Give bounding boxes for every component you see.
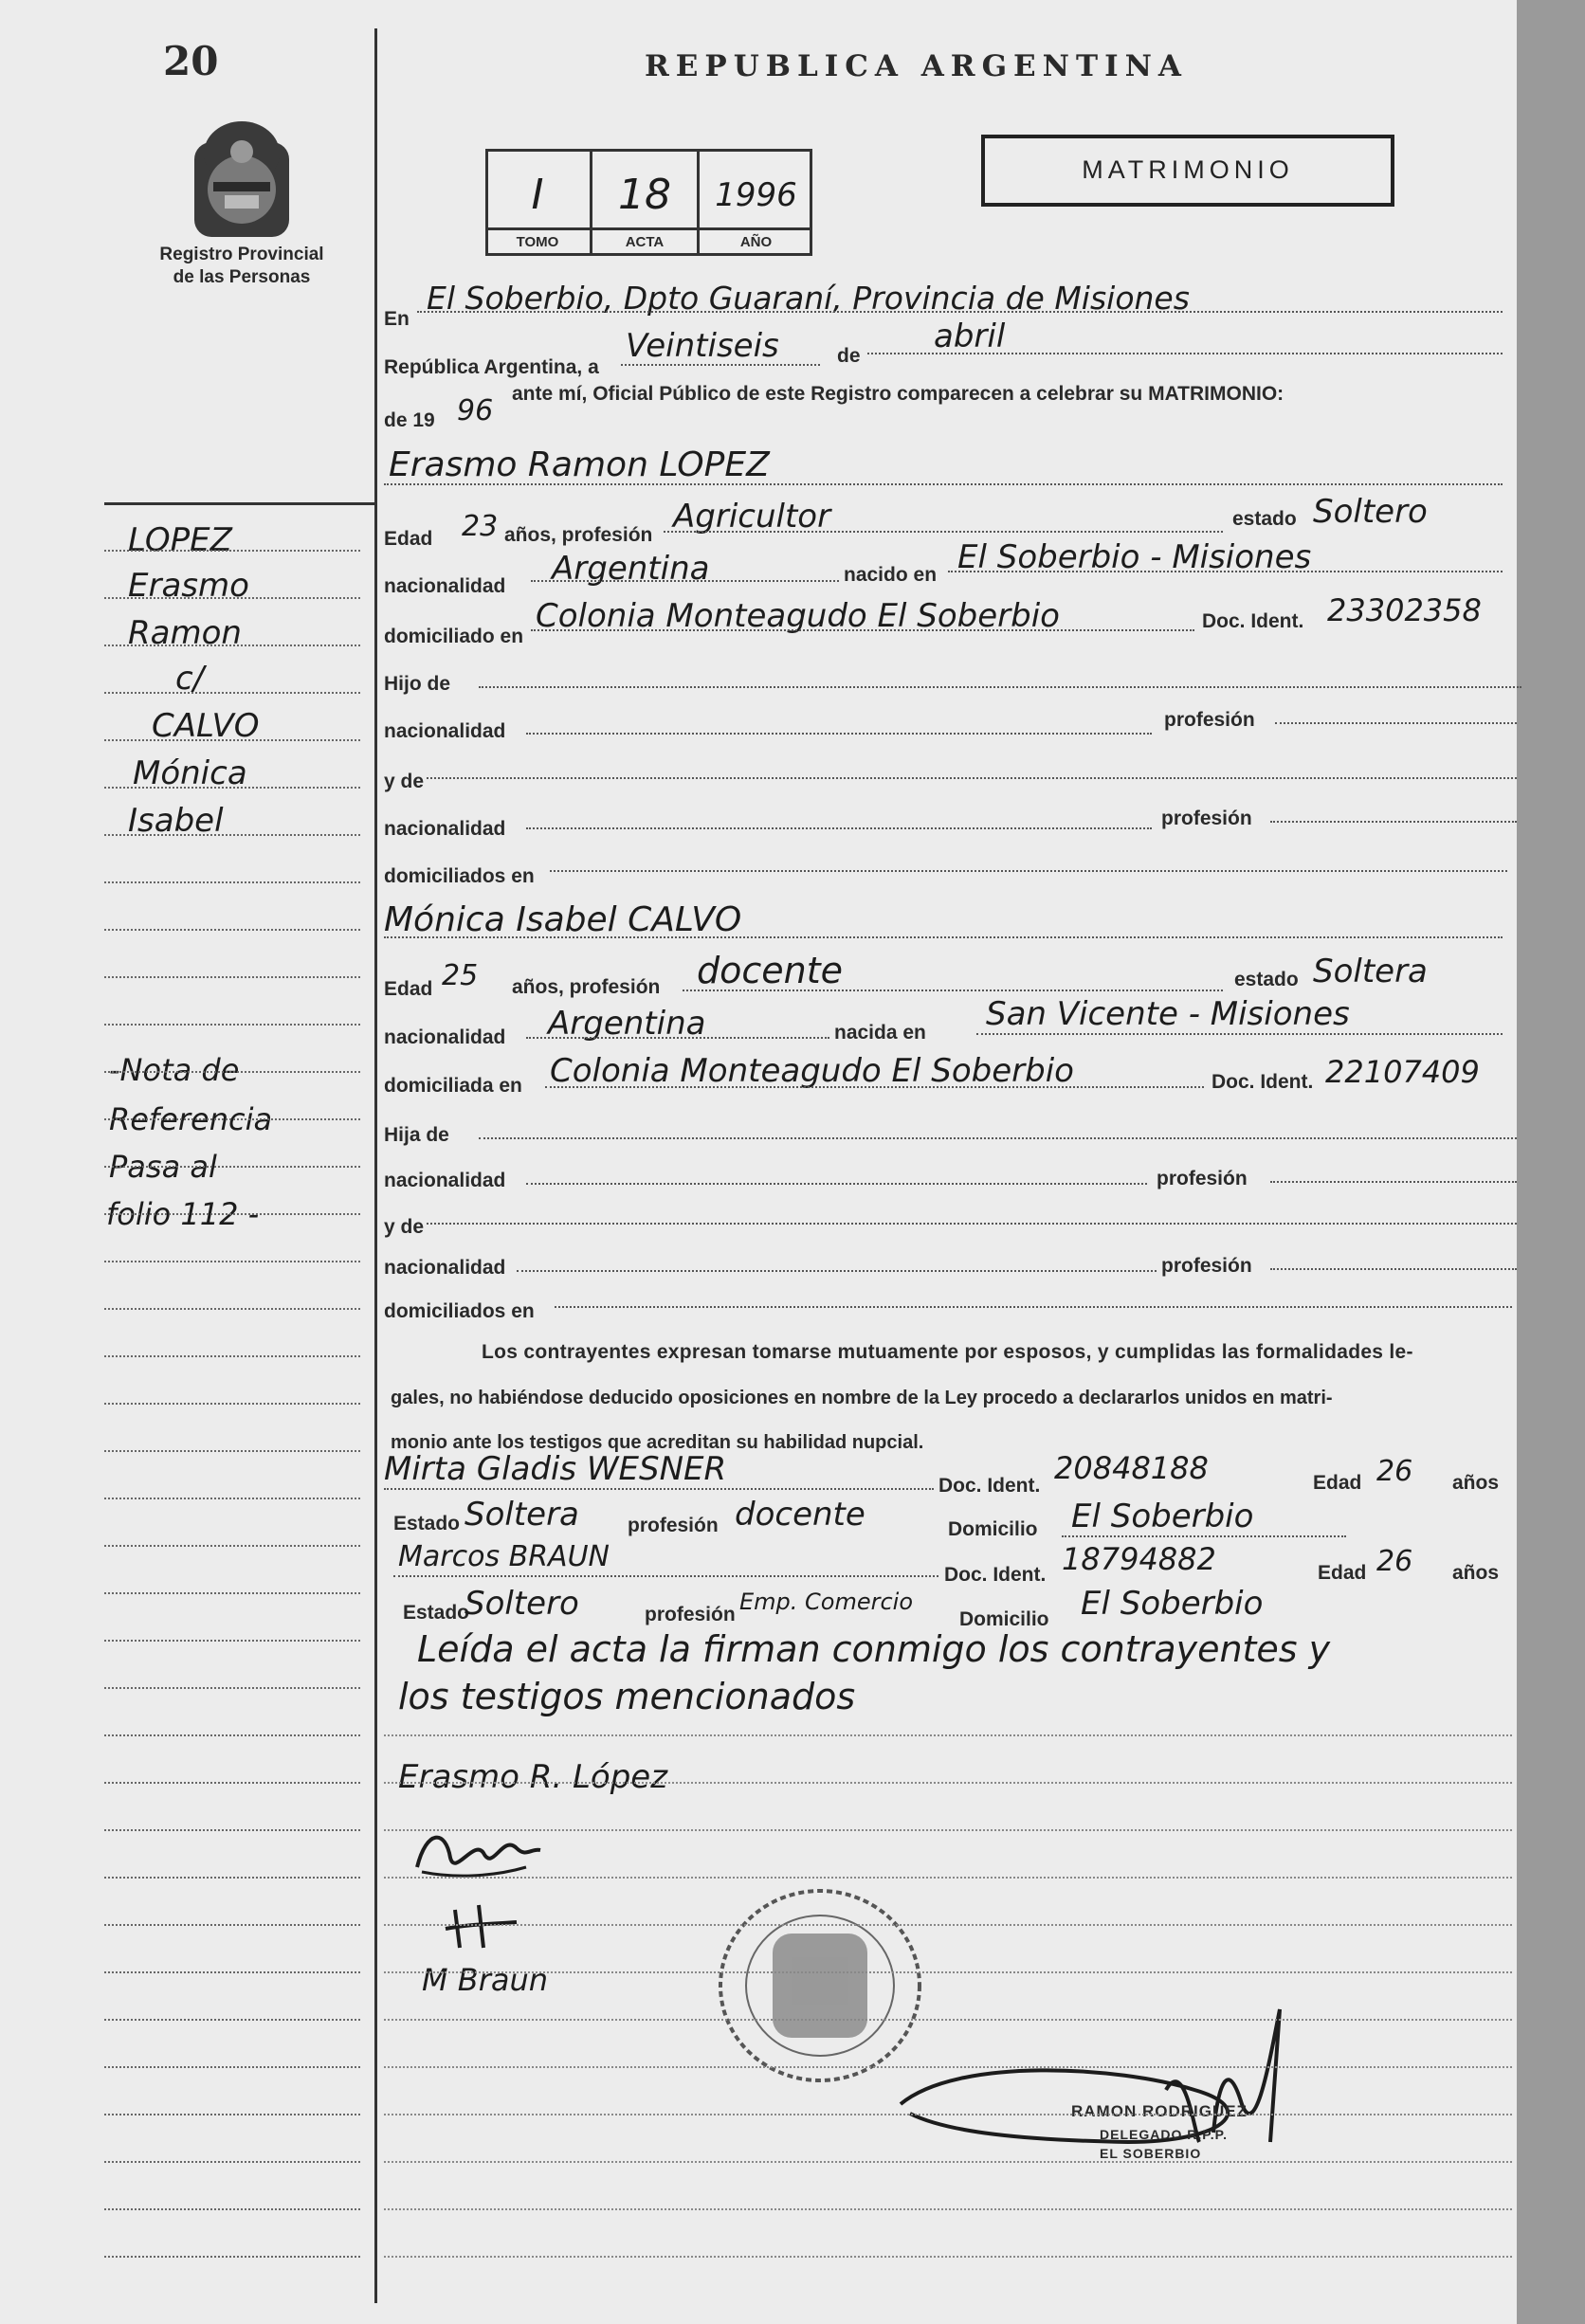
body-ruled-line <box>384 1829 1512 1831</box>
margin-ruled-line <box>104 1592 360 1594</box>
witness1-anos-label: años <box>1452 1472 1500 1494</box>
bride-birthplace-line <box>976 1033 1503 1035</box>
groom-estado-label: estado <box>1232 508 1297 530</box>
bride-mother-prof-line <box>1270 1268 1517 1270</box>
margin-ruled-line <box>104 1403 360 1405</box>
place-line <box>417 311 1503 313</box>
place-field: El Soberbio, Dpto Guaraní, Provincia de Misiones <box>427 280 1190 317</box>
groom-profession: Agricultor <box>673 498 831 536</box>
witness2-name-line <box>393 1575 938 1577</box>
bride-birthplace: San Vicente - Misiones <box>986 995 1350 1033</box>
bride-mother-nat-line <box>517 1270 1157 1272</box>
year-suffix: 96 <box>457 394 494 427</box>
bride-nac2-label: nacionalidad <box>384 1170 506 1191</box>
de19-label: de 19 <box>384 409 435 431</box>
witness2-profession: Emp. Comercio <box>739 1589 914 1615</box>
registry-name-line1: Registro Provincial <box>159 245 324 264</box>
margin-ruled-line <box>104 2161 360 2163</box>
margin-name-bride-1: Mónica <box>133 754 247 792</box>
bride-age: 25 <box>442 959 479 992</box>
father-nat-line <box>526 733 1152 735</box>
body-ruled-line <box>384 2114 1512 2115</box>
bride-parents-address-line <box>555 1306 1512 1308</box>
acta-label: ACTA <box>625 234 665 250</box>
witness2-name: Marcos BRAUN <box>398 1540 610 1573</box>
margin-ruled-line <box>104 1687 360 1689</box>
tomo-label: TOMO <box>516 234 559 250</box>
bride-nac3-label: nacionalidad <box>384 1257 506 1279</box>
witness2-domicilio-label: Domicilio <box>959 1608 1049 1630</box>
mother-line <box>427 777 1517 779</box>
margin-con: c/ <box>175 660 205 698</box>
book-edge <box>1517 0 1585 2324</box>
bride-name-line <box>384 936 1503 938</box>
bride-father-nat-line <box>526 1183 1147 1185</box>
witness2-status: Soltero <box>465 1585 579 1623</box>
margin-name-groom-2: Ramon <box>128 614 242 652</box>
coat-of-arms-icon <box>175 114 308 242</box>
margin-ruled-line <box>104 2256 360 2258</box>
bride-nationality-line <box>526 1037 829 1039</box>
groom-address-line <box>531 629 1194 631</box>
groom-name: Erasmo Ramon LOPEZ <box>389 445 770 484</box>
margin-note-line3: Pasa al <box>109 1149 217 1185</box>
en-label: En <box>384 308 410 330</box>
witness1-profesion-label: profesión <box>628 1515 719 1536</box>
groom-nacionalidad-label: nacionalidad <box>384 575 506 597</box>
margin-ruled-line <box>104 2066 360 2068</box>
margin-ruled-line <box>104 1024 360 1026</box>
bride-estado-label: estado <box>1234 969 1299 990</box>
groom-birthplace-line <box>948 571 1503 572</box>
groom-name-line <box>384 483 1503 485</box>
bride-profesion-label: años, profesión <box>512 976 661 998</box>
margin-surname-groom: LOPEZ <box>128 521 232 559</box>
box-divider <box>485 227 812 230</box>
bride-status: Soltera <box>1313 953 1428 990</box>
margin-ruled-line <box>104 1498 360 1499</box>
parents-address-line <box>550 870 1507 872</box>
margin-ruled-line <box>104 834 360 836</box>
margin-ruled-line <box>104 1545 360 1547</box>
ante-label: ante mí, Oficial Público de este Registro comparecen a celebrar su MATRIMONIO: <box>512 383 1284 405</box>
tomo-value: I <box>531 171 544 219</box>
mother-nat-line <box>526 827 1152 829</box>
republica-label: República Argentina, a <box>384 356 599 378</box>
margin-ruled-line <box>104 2019 360 2021</box>
margin-ruled-line <box>104 1166 360 1168</box>
witness1-domicilio-label: Domicilio <box>948 1518 1038 1540</box>
witness2-profesion-label: profesión <box>645 1604 736 1625</box>
margin-ruled-line <box>104 1071 360 1073</box>
bride-profesion2-label: profesión <box>1157 1168 1248 1189</box>
bride-profesion3-label: profesión <box>1161 1255 1252 1277</box>
declaration-line2: gales, no habiéndose deducido oposiciones en nombre de la Ley procedo a declararlos unidos en matri- <box>391 1388 1333 1408</box>
record-type-title: MATRIMONIO <box>1082 155 1294 184</box>
body-ruled-line <box>384 2066 1512 2068</box>
groom-profesion2-label: profesión <box>1164 709 1255 731</box>
groom-profesion-label: años, profesión <box>504 524 653 546</box>
witness1-signature-icon <box>441 1896 526 1962</box>
margin-ruled-line <box>104 2208 360 2210</box>
margin-ruled-line <box>104 739 360 741</box>
bride-father-prof-line <box>1270 1181 1517 1183</box>
margin-ruled-line <box>104 692 360 694</box>
witness1-profession: docente <box>735 1496 865 1534</box>
body-ruled-line <box>384 2256 1512 2258</box>
margin-name-bride-2: Isabel <box>128 802 224 840</box>
witness2-address: El Soberbio <box>1081 1585 1264 1623</box>
witness1-name-line <box>384 1488 934 1490</box>
witness2-signature: M Braun <box>422 1962 549 1998</box>
father-line <box>479 686 1521 688</box>
declaration-line3: monio ante los testigos que acreditan su habilidad nupcial. <box>391 1432 924 1453</box>
groom-doc: 23302358 <box>1327 592 1482 628</box>
declaration-line1: Los contrayentes expresan tomarse mutuamente por esposos, y cumplidas las formalidades le- <box>482 1341 1413 1363</box>
margin-ruled-line <box>104 597 360 599</box>
bride-nacionalidad-label: nacionalidad <box>384 1026 506 1048</box>
groom-nacido-label: nacido en <box>844 564 938 586</box>
bride-yde-label: y de <box>384 1216 425 1238</box>
groom-status: Soltero <box>1313 493 1428 531</box>
official-name: RAMON RODRIGUEZ <box>1071 2102 1248 2120</box>
page-number: 20 <box>163 38 219 84</box>
witness2-age: 26 <box>1376 1545 1413 1578</box>
bride-father-line <box>479 1137 1517 1139</box>
ano-value: 1996 <box>715 176 797 214</box>
groom-domiciliados-label: domiciliados en <box>384 865 535 887</box>
month-line <box>867 353 1503 354</box>
margin-ruled-line <box>104 645 360 646</box>
witness1-doc-label: Doc. Ident. <box>938 1475 1041 1497</box>
bride-profession: docente <box>697 950 844 991</box>
groom-hijo-label: Hijo de <box>384 673 451 695</box>
groom-signature: Erasmo R. López <box>398 1758 668 1796</box>
margin-ruled-line <box>104 1308 360 1310</box>
margin-ruled-line <box>104 787 360 789</box>
witness1-estado-label: Estado <box>393 1513 461 1534</box>
margin-ruled-line <box>104 929 360 931</box>
witness2-edad-label: Edad <box>1318 1562 1367 1584</box>
margin-ruled-line <box>104 1877 360 1879</box>
margin-ruled-line <box>104 1118 360 1120</box>
official-place: EL SOBERBIO <box>1100 2146 1202 2161</box>
groom-domicilio-label: domiciliado en <box>384 626 524 647</box>
margin-ruled-line <box>104 1640 360 1642</box>
groom-nationality: Argentina <box>552 550 710 588</box>
closing-line2: los testigos mencionados <box>398 1676 856 1717</box>
witness2-estado-label: Estado <box>403 1602 470 1624</box>
groom-edad-label: Edad <box>384 528 433 550</box>
bride-name: Mónica Isabel CALVO <box>384 900 742 939</box>
margin-ruled-line <box>104 1450 360 1452</box>
bride-mother-line <box>427 1223 1517 1225</box>
groom-nac3-label: nacionalidad <box>384 818 506 840</box>
bride-edad-label: Edad <box>384 978 433 1000</box>
groom-yde-label: y de <box>384 771 425 792</box>
witness2-anos-label: años <box>1452 1562 1500 1584</box>
body-ruled-line <box>384 2019 1512 2021</box>
groom-profesion3-label: profesión <box>1161 808 1252 829</box>
margin-divider <box>374 28 377 2303</box>
margin-ruled-line <box>104 2114 360 2115</box>
margin-note-line4: folio 112 - <box>106 1196 260 1232</box>
de-label: de <box>837 345 861 367</box>
bride-doc: 22107409 <box>1325 1054 1480 1090</box>
margin-ruled-line <box>104 550 360 552</box>
body-ruled-line <box>384 1924 1512 1926</box>
bride-profession-line <box>683 990 1223 991</box>
month-field: abril <box>934 318 1006 355</box>
bride-domicilio-label: domiciliada en <box>384 1075 522 1097</box>
witness1-address: El Soberbio <box>1071 1498 1254 1535</box>
margin-ruled-line <box>104 1782 360 1784</box>
margin-rule <box>104 502 374 505</box>
witness1-age: 26 <box>1376 1455 1413 1488</box>
official-title: DELEGADO R.P.P. <box>1100 2127 1229 2142</box>
witness2-doc: 18794882 <box>1062 1541 1216 1577</box>
margin-ruled-line <box>104 1924 360 1926</box>
margin-ruled-line <box>104 1355 360 1357</box>
witness2-doc-label: Doc. Ident. <box>944 1564 1047 1586</box>
closing-line1: Leída el acta la firman conmigo los contrayentes y <box>417 1628 1331 1670</box>
bride-address: Colonia Monteagudo El Soberbio <box>550 1052 1074 1090</box>
margin-ruled-line <box>104 1734 360 1736</box>
bride-hija-label: Hija de <box>384 1124 449 1146</box>
groom-address: Colonia Monteagudo El Soberbio <box>536 597 1060 635</box>
groom-doc-label: Doc. Ident. <box>1202 610 1304 632</box>
witness1-status: Soltera <box>465 1496 579 1534</box>
margin-surname-bride: CALVO <box>152 707 260 745</box>
body-ruled-line <box>384 1734 1512 1736</box>
margin-note-line1: -Nota de <box>109 1052 240 1088</box>
ano-label: AÑO <box>739 234 773 250</box>
margin-ruled-line <box>104 1213 360 1215</box>
margin-ruled-line <box>104 1829 360 1831</box>
body-ruled-line <box>384 1971 1512 1973</box>
bride-nationality: Argentina <box>548 1005 706 1043</box>
bride-domiciliados-label: domiciliados en <box>384 1300 535 1322</box>
groom-profession-line <box>664 531 1223 533</box>
groom-nac2-label: nacionalidad <box>384 720 506 742</box>
bride-address-line <box>545 1086 1204 1088</box>
margin-ruled-line <box>104 1261 360 1262</box>
day-line <box>621 364 820 366</box>
margin-ruled-line <box>104 881 360 883</box>
mother-prof-line <box>1270 821 1517 823</box>
groom-birthplace: El Soberbio - Misiones <box>957 538 1312 576</box>
bride-doc-label: Doc. Ident. <box>1212 1071 1314 1093</box>
witness1-name: Mirta Gladis WESNER <box>384 1450 727 1488</box>
witness1-address-line <box>1062 1535 1346 1537</box>
father-prof-line <box>1275 722 1517 724</box>
margin-name-groom-1: Erasmo <box>128 567 249 605</box>
groom-nationality-line <box>531 580 839 582</box>
body-ruled-line <box>384 1877 1512 1879</box>
witness1-doc: 20848188 <box>1054 1450 1209 1486</box>
acta-value: 18 <box>618 171 671 219</box>
country-heading: REPUBLICA ARGENTINA <box>645 49 1188 83</box>
body-ruled-line <box>384 1782 1512 1784</box>
day-field: Veintiseis <box>626 327 779 365</box>
registry-name-line2: de las Personas <box>173 267 311 287</box>
bride-nacida-label: nacida en <box>834 1022 926 1044</box>
witness1-edad-label: Edad <box>1313 1472 1362 1494</box>
body-ruled-line <box>384 2208 1512 2210</box>
body-ruled-line <box>384 2161 1512 2163</box>
margin-note-line2: Referencia <box>109 1101 273 1137</box>
groom-age: 23 <box>462 510 499 543</box>
margin-ruled-line <box>104 976 360 978</box>
margin-ruled-line <box>104 1971 360 1973</box>
